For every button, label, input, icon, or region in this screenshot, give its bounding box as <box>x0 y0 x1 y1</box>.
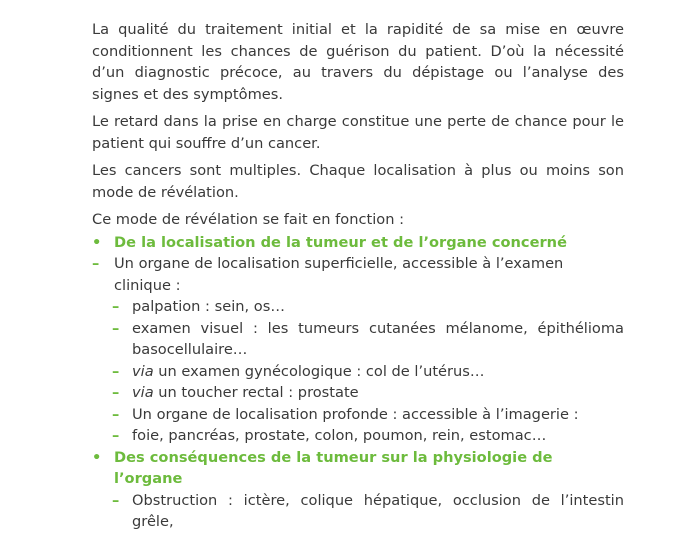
sub-item-gyneco <box>92 361 624 383</box>
heading-consequences: Des conséquences de la tumeur sur la physiologie de l’organe <box>114 448 553 487</box>
paragraph-delay: Le retard dans la prise en charge constitue une perte de chance pour le patient qui souffre d’un cancer. <box>92 113 624 152</box>
list-item-superficial <box>92 253 624 296</box>
paragraph-treatment: La qualité du traitement initial et la rapidité de sa mise en œuvre conditionnent les chances de guérison du patient. D’où la nécessité d’un diagnostic précoce, au travers du dépistage ou l’analyse des signes et des symptômes. <box>92 21 624 103</box>
sub-item-palpation <box>92 296 624 318</box>
dash-icon: – <box>112 384 120 401</box>
sub-item-text: un examen gynécologique : col de l’utérus… <box>153 362 485 380</box>
sub-item-obstruction <box>92 490 624 533</box>
dash-icon: – <box>112 362 120 380</box>
bullet-icon: • <box>92 448 102 466</box>
sub-item-text: Un organe de localisation profonde : accessible à l’imagerie : <box>132 405 579 423</box>
sub-item-deep-organ <box>92 404 624 426</box>
dash-icon: – <box>92 255 100 272</box>
dash-icon: – <box>112 491 120 509</box>
dash-icon: – <box>112 405 120 423</box>
bullet-heading-consequences <box>92 447 624 490</box>
item-superficial-text: Un organe de localisation superficielle, accessible à l’examen clinique : <box>114 255 564 294</box>
paragraph-revelation: Ce mode de révélation se fait en fonction : <box>92 211 405 228</box>
sub-item-organs-list <box>92 425 624 447</box>
bullet-heading-localisation <box>92 232 624 254</box>
document-page <box>92 19 624 533</box>
sub-item-rectal <box>92 382 624 404</box>
sub-item-text: un toucher rectal : prostate <box>153 384 359 401</box>
sub-item-emphasis: via <box>132 362 154 380</box>
dash-icon: – <box>112 298 120 315</box>
bullet-icon: • <box>92 233 102 251</box>
sub-item-text: foie, pancréas, prostate, colon, poumon, rein, estomac… <box>132 427 547 444</box>
sub-item-visual <box>92 318 624 361</box>
heading-localisation: De la localisation de la tumeur et de l’organe concerné <box>114 233 567 251</box>
paragraph-cancers: Les cancers sont multiples. Chaque localisation à plus ou moins son mode de révélation. <box>92 162 624 201</box>
dash-icon: – <box>112 319 120 337</box>
sub-item-text: Obstruction : ictère, colique hépatique, occlusion de l’intestin grêle, <box>132 491 624 530</box>
sub-item-emphasis: via <box>132 384 154 401</box>
dash-icon: – <box>112 427 120 444</box>
sub-item-text: examen visuel : les tumeurs cutanées mélanome, épithélioma basocellulaire… <box>132 319 624 358</box>
sub-item-text: palpation : sein, os… <box>132 298 285 315</box>
